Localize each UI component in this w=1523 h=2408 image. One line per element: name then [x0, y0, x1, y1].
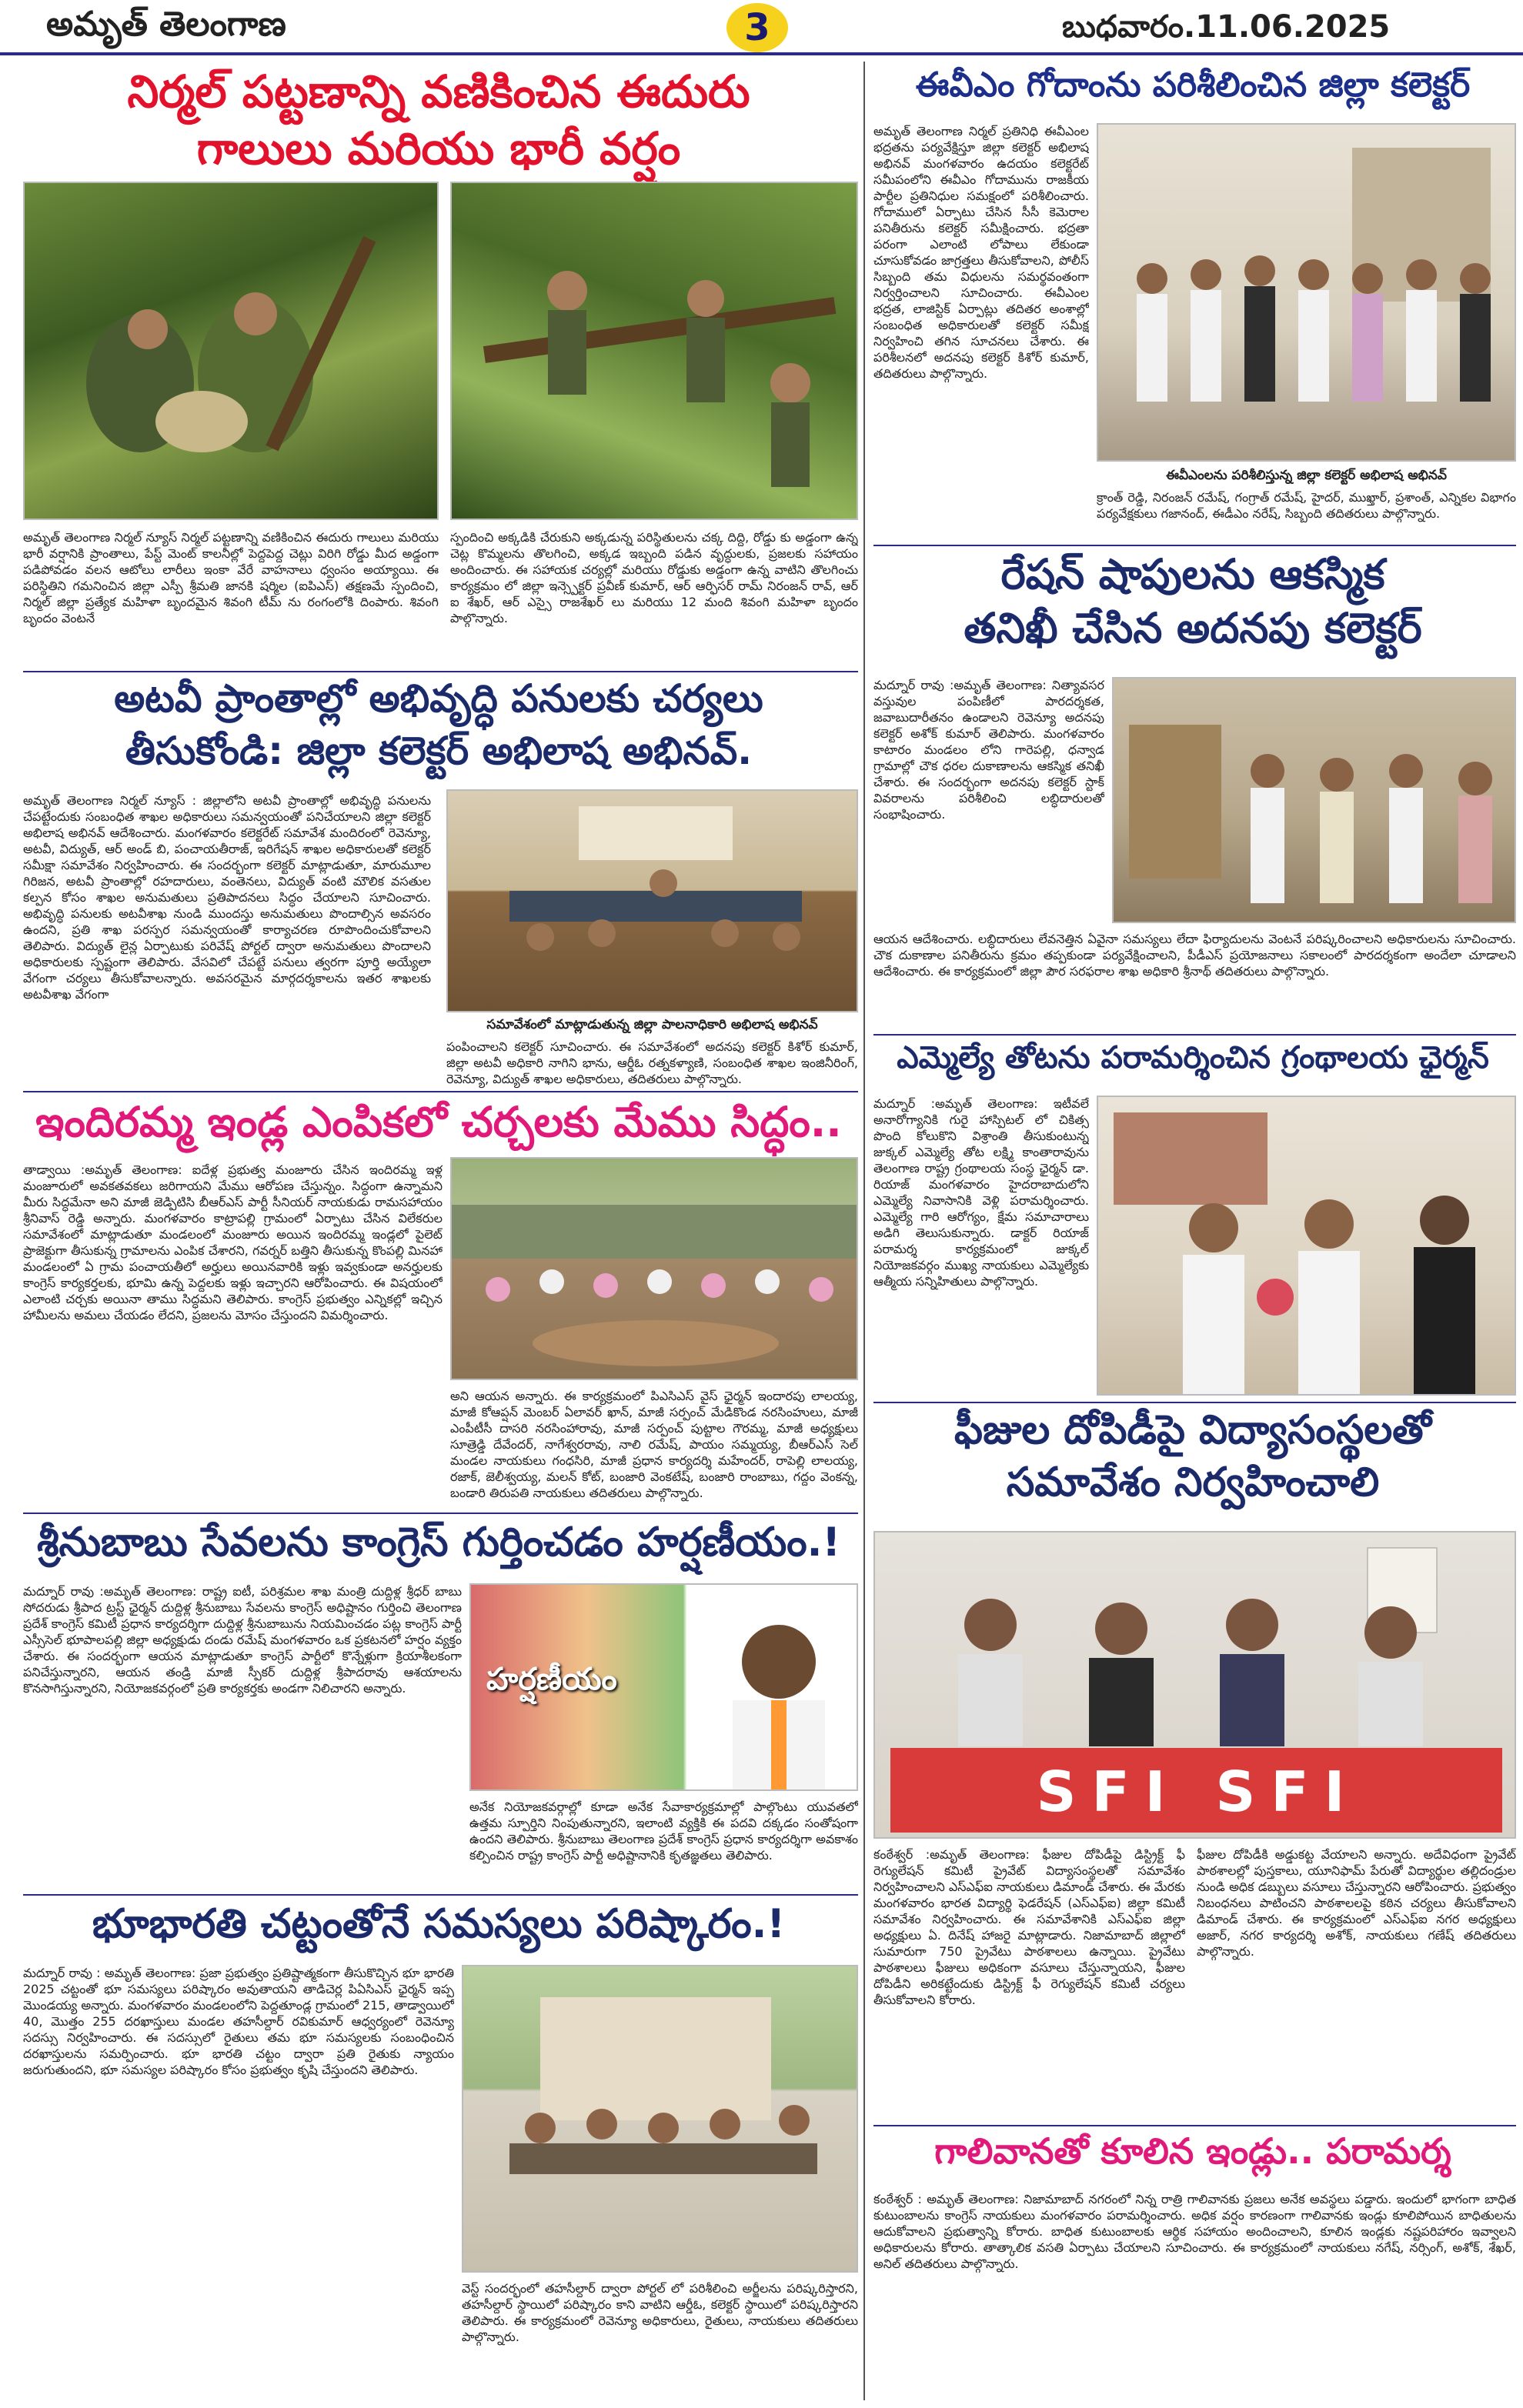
ration-headline-line2: తనిఖీ చేసిన అదనపు కలెక్టర్: [964, 604, 1422, 652]
section-divider: [23, 671, 858, 672]
forest-photo-caption: సమావేశంలో మాట్లాడుతున్న జిల్లా పాలనాధికారి అభిలాష అభినవ్: [486, 1017, 818, 1032]
collector-meeting-image: [448, 791, 858, 1012]
storm-body-right: స్పందించి అక్కడికి చేరుకుని అక్కడున్న పరిస్థితులను చక్క దిద్ది, రోడ్డు కు అడ్డంగా ఉన్న చెట్ల కొమ్మలను తొలగించి, అక్కడ ఇబ్బంది పడిన వృద్ధులకు, ప్రజలకు సహాయం అందించారు. ఈ సహాయక చర్యల్లో మరియు రోడ్డుకు అడ్డంగా ఉన్న వాటిని తొలగించు కార్యక్రమం లో జిల్లా ఇన్స్పెక్టర్ ప్రవీణ్ కుమార్, ఆర్ ఆర్ఫిసర్ రామ్ నిరంజన్ రావ్, ఆర్ ఐ శేఖర్, ఆర్ ఎస్సై రాజశేఖర్ లు మరియు 12 మంది శివంగి మహిళా బృందం పాల్గొన్నారు.: [450, 530, 858, 625]
revenue-sadassu-image: [463, 1966, 858, 2273]
srinubabu-photo: [469, 1583, 858, 1791]
storm-photo-right: [450, 182, 858, 520]
section-divider: [873, 2125, 1516, 2126]
issue-date: బుధవారం.11.06.2025: [1062, 9, 1391, 45]
brs-meeting-image: [452, 1159, 858, 1380]
forest-meeting-photo: [446, 789, 858, 1012]
section-divider: [23, 1894, 858, 1896]
storm-rescue-image: [25, 183, 439, 520]
srinubabu-headline: శ్రీనుబాబు సేవలను కాంగ్రెస్ గుర్తించడం హర్షణీయం.!: [36, 1519, 841, 1566]
section-divider: [873, 545, 1516, 546]
srinubabu-body-left: మద్నూర్ రావు :అమృత్ తెలంగాణ: రాష్ట్ర ఐటీ, పరిశ్రమల శాఖ మంత్రి దుద్దిళ్ల శ్రీధర్ బాబు సోదరుడు శ్రీపాద ట్రస్ట్ ఛైర్మన్ దుద్దిళ్ల శ్రీనుబాబు సేవలను కాంగ్రెస్ అధిష్టానం గుర్తించి తెలంగాణ ప్రదేశ్ కాంగ్రెస్ కమిటీ ప్రధాన కార్యదర్శిగా దుద్దిళ్ల శ్రీనుబాబును నియమించడం పట్ల కాంగ్రెస్ పార్టీ ఎస్సీసెల్ భూపాలపల్లి జిల్లా అధ్యక్షుడు దండు రమేష్ మంగళవారం ఒక ప్రకటనలో హర్షం వ్యక్తం చేశారు. ఈ సందర్భంగా ఆయన మాట్లాడుతూ కాంగ్రెస్ పార్టీలో కొన్నేళ్లుగా క్రియాశీలకంగా పనిచేస్తున్నారని, ఆయన తండ్రి మాజీ స్పీకర్ దుద్దిళ్ల శ్రీపాదరావు ఆశయాలను కొనసాగిస్తున్నారని, నియోజకవర్గంలో ప్రతి కార్యకర్తకు అండగా నిలిచారని అన్నారు.: [23, 1584, 462, 1696]
section-divider: [23, 1091, 858, 1092]
fees-photo: [873, 1531, 1516, 1839]
evm-body-after: క్రాంత్ రెడ్డి, నిరంజన్ రమేష్, గంగ్రాత్ రమేష్, హైదర్, ముఖ్తార్, ప్రశాంత్, ఎన్నికల విభాగం పర్యవేక్షకులు గజానంద్, ఈడీఎం నరేష్, సిబ్బంది తదితరులు పాల్గొన్నారు.: [1097, 490, 1516, 521]
storm-headline-line2: గాలులు మరియు భారీ వర్షం: [196, 122, 681, 175]
leader-portrait-image: [471, 1585, 858, 1791]
ration-headline-line1: రేషన్ షాపులను ఆకస్మిక: [1000, 550, 1385, 599]
section-divider: [873, 1034, 1516, 1036]
page-number-badge: 3: [726, 3, 788, 52]
sfi-banner-text: SFI SFI: [1036, 1759, 1361, 1824]
bhubharathi-body-left: మద్నూర్ రావు : అమృత్ తెలంగాణ: ప్రజా ప్రభుత్వం ప్రతిష్టాత్మకంగా తీసుకొచ్చిన భూ భారతి 2025 చట్టంతో భూ సమస్యలు పరిష్కారం అవుతాయని తాడిచెర్ల పిఏసిఎస్ ఛైర్మన్ ఇప్ప మొండయ్య అన్నారు. మంగళవారం మండలంలోని పెద్దతూండ్ల గ్రామంలో 215, తాడ్వాయిలో 40, మొత్తం 255 దరఖాస్తులు మండల తహసీల్దార్ రవికుమార్ ఆధ్వర్యంలో రెవెన్యూ సదస్సు నిర్వహించారు. ఈ సదస్సులో రైతులు తమ భూ సమస్యలకు సంబంధించిన దరఖాస్తులను సమర్పించారు. భూ భారతి చట్టం ద్వారా ప్రతి రైతుకు న్యాయం జరుగుతుందని, భూ సమస్యల పరిష్కారం కోసం ప్రభుత్వం కృషి చేస్తుందని తెలిపారు.: [23, 1966, 454, 2077]
ration-body-after: ఆయన ఆదేశించారు. లబ్ధిదారులు లేవనెత్తిన ఏవైనా సమస్యలు లేదా ఫిర్యాదులను వెంటనే పరిష్కరించాలని అధికారులను సూచించారు. చౌక దుకాణాల పనితీరును క్రమం తప్పకుండా పర్యవేక్షించాలని, పీడీఎస్ ప్రయోజనాలు సకాలంలో పారదర్శకంగా అందేలా చూడాలని ఆదేశించారు. ఈ కార్యక్రమంలో జిల్లా పౌర సరఫరాల శాఖ అధికారి శ్రీనాథ్ తదితరులు పాల్గొన్నారు.: [873, 932, 1516, 979]
forest-headline-line1: అటవీ ప్రాంతాల్లో అభివృద్ధి పనులకు చర్యలు: [114, 676, 763, 721]
fees-body-left: కంఠేశ్వర్ :అమృత్ తెలంగాణ: ఫీజుల దోపిడీపై డిస్ట్రిక్ట్ ఫీ రెగ్యులేషన్ కమిటీ ప్రైవేట్ విద్యాసంస్థలతో సమావేశం నిర్వహించాలని ఎస్ఎఫ్ఐ నాయకులు డిమాండ్ చేశారు. ఈ మేరకు మంగళవారం భారత విద్యార్థి ఫెడరేషన్ (ఎస్ఎఫ్ఐ) జిల్లా కమిటీ సమావేశం నిర్వహించారు. ఈ సమావేశానికి ఎస్ఎఫ్ఐ జిల్లా అధ్యక్షులు ఏ. దినేష్ హాజరై మాట్లాడారు. నిజామాబాద్ జిల్లాలో సుమారుగా 750 ప్రైవేటు పాఠశాలలు ఉన్నాయి. ప్రైవేటు పాఠశాలలు ఫీజులు అధికంగా వసూలు చేస్తున్నాయని, ఫీజుల దోపిడీని అరికట్టేందుకు డిస్ట్రిక్ట్ ఫీ రెగ్యులేషన్ కమిటీ చర్యలు తీసుకోవాలని కోరారు.: [873, 1847, 1185, 2007]
ration-body: మద్నూర్ రావు :అమృత్ తెలంగాణ: నిత్యావసర వస్తువుల పంపిణీలో పారదర్శకత, జవాబుదారీతనం ఉండాలని రెవెన్యూ అదనపు కలెక్టర్ అశోక్ కుమార్ తెలిపారు. మంగళవారం కాటారం మండలం లోని గారెపల్లి, ధన్వాడ గ్రామాల్లో చౌక ధరల దుకాణాలను ఆకస్మిక తనిఖీ చేశారు. ఈ సందర్భంగా అదనపు కలెక్టర్ స్టాక్ వివరాలను పరిశీలించి లబ్ధిదారులతో సంభాషించారు.: [873, 678, 1104, 822]
ration-photo: [1112, 677, 1516, 923]
houses-body: కంఠేశ్వర్ : అమృత్ తెలంగాణ: నిజామాబాద్ నగరంలో నిన్న రాత్రి గాలివానకు ప్రజలు అనేక అవస్థలు పడ్డారు. ఇందులో భాగంగా బాధిత కుటుంబాలను కాంగ్రెస్ నాయకులు మంగళవారం పరామర్శించారు. అధిక వర్షం కారణంగా గాలివానకు ఇండ్లు కూలిపోయిన బాధితులను ఆదుకోవాలని ప్రభుత్వాన్ని కోరారు. బాధిత కుటుంబాలకు ఆర్థిక సహాయం అందించాలని, కూలిన ఇండ్లకు నష్టపరిహారం ఇవ్వాలని అధికారులను కోరారు. తాత్కాలిక వసతి ఏర్పాటు చేయాలని సూచించారు. ఈ కార్యక్రమంలో నాయకులు నగేష్, నర్సింగ్, అశోక్, శేఖర్, అనిల్ తదితరులు పాల్గొన్నారు.: [873, 2192, 1516, 2271]
fees-headline-line2: సమావేశం నిర్వహించాలి: [1006, 1459, 1380, 1506]
section-divider: [23, 1513, 858, 1514]
evm-godown-visit-image: [1098, 125, 1516, 462]
forest-body: అమృత్ తెలంగాణ నిర్మల్ న్యూస్ : జిల్లాలోని అటవీ ప్రాంతాల్లో అభివృద్ధి పనులను చేపట్టేందుకు సంబంధిత శాఖల అధికారులు సమన్వయంతో పనిచేయాలని జిల్లా కలెక్టర్ అభిలాష అభినవ్ ఆదేశించారు. మంగళవారం కలెక్టరేట్ సమావేశ మందిరంలో రెవెన్యూ, అటవీ, విద్యుత్, ఆర్ అండ్ బి, పంచాయతీరాజ్, ఇరిగేషన్ శాఖల అధికారులతో కలెక్టర్ సమీక్షా సమావేశం నిర్వహించారు. ఈ సందర్భంగా కలెక్టర్ మాట్లాడుతూ, మారుమూల గిరిజన, అటవీ ప్రాంతాల్లో రహదారులు, వంతెనలు, విద్యుత్ వంటి మౌలిక వసతుల కల్పన కోసం శాఖల అనుమతులు ప్రతిపాదనలు సిద్ధం చేయాలని సూచించారు. అభివృద్ధి పనులకు అటవీశాఖ నుండి ముందస్తు అనుమతులు పొందాల్సిన అవసరం ఉందని, ప్రతి శాఖ పరస్పర సమన్వయంతో కార్యాచరణ రూపొందించుకోవాలని తెలిపారు. విద్యుత్ లైన్ల ఏర్పాటుకు పరివేష్ పోర్టల్ ద్వారా అనుమతులు పొందాలని అధికారులకు స్పష్టంగా తెలిపారు. వేసవిలో చేపట్టే పనులు త్వరగా పూర్తి అయ్యేలా వేగంగా చర్యలు తీసుకోవాలన్నారు. అవసరమైన మార్గదర్శకాలను ఇతర శాఖలకు అటవీశాఖ వేగంగా: [23, 793, 431, 1002]
section-divider: [873, 1402, 1516, 1403]
mla-photo: [1097, 1096, 1516, 1396]
fees-body-right: ఫీజుల దోపిడీకి అడ్డుకట్ట వేయాలని అన్నారు. అదేవిధంగా ప్రైవేట్ పాఠశాలల్లో పుస్తకాలు, యూనిఫామ్ పేరుతో విద్యార్థుల తల్లిదండ్రుల నుండి అధిక డబ్బులు వసూలు చేస్తున్నారని ఆరోపించారు. ప్రభుత్వం నిబంధనలు పాటించని పాఠశాలలపై కఠిన చర్యలు తీసుకోవాలని డిమాండ్ చేశారు. ఈ కార్యక్రమంలో ఎస్ఎఫ్ఐ నగర అధ్యక్షులు అజార్, నగర కార్యదర్శి అశోక్, నాయకులు గణేష్ తదితరులు పాల్గొన్నారు.: [1197, 1847, 1516, 1959]
bhubharathi-headline: భూభారతి చట్టంతోనే సమస్యలు పరిష్కారం.!: [92, 1901, 786, 1947]
ration-shop-inspection-image: [1114, 679, 1516, 923]
fees-headline-line1: ఫీజుల దోపిడీపై విద్యాసంస్థలతో: [954, 1407, 1431, 1453]
tree-clearing-image: [452, 183, 858, 520]
storm-photo-left: [23, 182, 439, 520]
storm-body-left: అమృత్ తెలంగాణ నిర్మల్ న్యూస్ నిర్మల్ పట్టణాన్ని వణికించిన ఈదురు గాలులు మరియు భారీ వర్షానికి ప్రాంతాలు, పేస్ట్ మెంట్ కాలనీల్లో పెద్దపెద్ద చెట్లు విరిగి రోడ్డు మీద అడ్డంగా పడిపోవడం వలన ఆటోలు లారీలు ఇంకా వేరే వాహనాలు ధ్వంసం అయ్యాయి. ఈ పరిస్థితిని గమనించిన జిల్లా ఎస్పీ శ్రీమతి జానకి షర్మిల (ఐపిఎస్) తక్షణమే స్పందించి, నిర్మల్ జిల్లా ప్రత్యేక మహిళా బృందమైన శివంగి టీమ్ ను రంగంలోకి దింపారు. శివంగి బృందం వెంటనే: [23, 530, 439, 625]
srinubabu-body-right: అనేక నియోజకవర్గాల్లో కూడా అనేక సేవాకార్యక్రమాల్లో పాల్గొంటు యువతలో ఉత్తమ స్పూర్తిని నింపుతున్నారని, ఇలాంటి వ్యక్తికి ఈ పదవి దక్కడం సంతోషంగా ఉందని తెలిపారు. శ్రీనుబాబు తెలంగాణ ప్రదేశ్ కాంగ్రెస్ ప్రధాన కార్యదర్శిగా అవకాశం కల్పించిన రాష్ట్ర కాంగ్రెస్ పార్టీ అధిష్టానానికి కృతజ్ఞతలు తెలిపారు.: [469, 1799, 858, 1863]
chairman-visit-image: [1098, 1097, 1516, 1396]
storm-headline-line1: నిర్మల్ పట్టణాన్ని వణికించిన ఈదురు: [127, 65, 750, 118]
column-divider: [863, 62, 865, 2400]
mla-body: మద్నూర్ :అమృత్ తెలంగాణ: ఇటీవలే అనారోగ్యానికి గురై హాస్పిటల్ లో చికిత్స పొంది కోలుకొని విశ్రాంతి తీసుకుంటున్న జుక్కల్ ఎమ్మెల్యే తోట లక్ష్మి కాంతారావును తెలంగాణ రాష్ట్ర గ్రంథాలయ సంస్థ ఛైర్మన్ డా. రియాజ్ మంగళవారం హైదరాబాదులోని ఎమ్మెల్యే నివాసానికి వెళ్లి పరామర్శించారు. ఎమ్మెల్యే గారి ఆరోగ్యం, క్షేమ సమాచారాలు అడిగి తెలుసుకున్నారు. డాక్టర్ రియాజ్ పరామర్శ కార్యక్రమంలో జుక్కల్ నియోజకవర్గం ముఖ్య నాయకులు ఎమ్మెల్యేకు ఆత్మీయ సన్నిహితులు పాల్గొన్నారు.: [873, 1096, 1089, 1289]
indiramma-meeting-photo: [450, 1157, 858, 1380]
indiramma-body-left: తాడ్వాయి :అమృత్ తెలంగాణ: ఐదేళ్ల ప్రభుత్వ మంజూరు చేసిన ఇందిరమ్మ ఇళ్ల మంజూరులో అవకతవకలు జరిగాయని మేము ఆరోపణ చేస్తున్నం. సిద్ధంగా ఉన్నామని మీరు సిద్ధమేనా అని మాజీ జెడ్పిటిసి బీఆర్ఎస్ పార్టీ సీనియర్ నాయకుడు రామసహాయం శ్రీనివాస్ రెడ్డి అన్నారు. మంగళవారం కాట్రాపల్లి గ్రామంలో ఏర్పాటు చేసిన విలేకరుల సమావేశంలో మాట్లాడుతూ మండలంలో మంజూరు అయిన ఇందిరమ్మ ఇండ్లలో పైలెట్ ప్రాజెక్టుగా తీసుకున్న గ్రామాలను ఎంపిక చేశారని, గవర్నర్ బత్తిని తీసుకున్న కొంపల్లి మినహా మండలంలో ఏ గ్రామ పంచాయతీలో అర్హులు అయినవారికి ఇళ్లు ఇవ్వకుండా అనర్హులకు కాంగ్రెస్ కార్యకర్తలకు, భూమి ఉన్న పెద్దలకు ఇళ్లు ఇచ్చారని ఆరోపించారు. ఈ విషయంలో ఎలాంటి చర్చకు అయినా తాము సిద్ధమని తెలిపారు. కాంగ్రెస్ ప్రభుత్వం ఎన్నికల్లో ఇచ్చిన హామీలను అమలు చేయడం లేదని, ప్రజలను మోసం చేస్తుందని విమర్శించారు.: [23, 1162, 443, 1322]
bhubharathi-photo: [462, 1965, 858, 2273]
newspaper-title: అమృత్ తెలంగాణ: [46, 5, 286, 44]
evm-photo: [1097, 123, 1516, 462]
houses-headline: గాలివానతో కూలిన ఇండ్లు.. పరామర్శ: [934, 2130, 1451, 2172]
bhubharathi-body-right: వెస్ట్ సందర్భంలో తహసీల్దార్ ద్వారా పోర్టల్ లో పరిశీలించి అర్జీలను పరిష్కరిస్తారని, తహసీల్దార్ స్థాయిలో పరిష్కారం కాని వాటిని ఆర్డీఓ, కలెక్టర్ స్థాయిలో పరిష్కరిస్తారని తెలిపారు. ఈ కార్యక్రమంలో రెవెన్యూ అధికారులు, రైతులు, నాయకులు తదితరులు పాల్గొన్నారు.: [462, 2281, 858, 2344]
forest-body-after: పంపించాలని కలెక్టర్ సూచించారు. ఈ సమావేశంలో అదనపు కలెక్టర్ కిశోర్ కుమార్, జిల్లా అటవీ అధికారి నాగిని భాను, ఆర్డీఓ రత్నకళ్యాణి, సంబంధిత శాఖల ఇంజినీరింగ్, రెవెన్యూ, విద్యుత్ శాఖల అధికారులు, తదితరులు పాల్గొన్నారు.: [446, 1039, 858, 1086]
mla-headline: ఎమ్మెల్యే తోటను పరామర్శించిన గ్రంథాలయ ఛైర్మన్: [897, 1040, 1489, 1076]
evm-body: అమృత్ తెలంగాణ నిర్మల్ ప్రతినిధి ఈవీఎంల భద్రతను పర్యవేక్షిస్తూ జిల్లా కలెక్టర్ అభిలాష అభినవ్ మంగళవారం ఉదయం కలెక్టరేట్ సమీపంలోని ఈవీఎం గోదామును రాజకీయ పార్టీల ప్రతినిధుల సమక్షంలో పరిశీలించారు. గోదాములో ఏర్పాటు చేసిన సీసీ కెమెరాల పనితీరును కలెక్టర్ సమీక్షించారు. భద్రతా పరంగా ఎలాంటి లోపాలు లేకుండా చూసుకోవడం జాగ్రత్తలు తీసుకోవాలని, పోలీస్ సిబ్బంది తమ విధులను సమర్థవంతంగా నిర్వర్తించాలని సూచించారు. ఈవీఎంల భద్రత, లాజిస్టిక్ ఏర్పాట్లు తదితర అంశాల్లో సంబంధిత అధికారులతో కలెక్టర్ సమీక్ష నిర్వహించి తగిన సూచనలు చేశారు. ఈ పరిశీలనలో అదనపు కలెక్టర్ కిశోర్ కుమార్, తదితరులు పాల్గొన్నారు.: [873, 124, 1089, 381]
indiramma-body-right: అని ఆయన అన్నారు. ఈ కార్యక్రమంలో పిఎసిఎస్ వైస్ ఛైర్మన్ ఇందారపు లాలయ్య, మాజీ కోఆప్షన్ మెంబర్ ఏలావర్ ఖాన్, మాజీ సర్పంచ్ మేడికొండ నరసింహులు, మాజీ ఎంపీటీసీ దాసరి నరసింహారావు, మాజీ సర్పంచ్ పుట్టాల గౌరమ్మ, మాజీ అధ్యక్షులు సూత్రెడ్డి దేవేందర్, నాగేశ్వరరావు, నాలి రమేష్, పాయం సమ్మయ్య, బీఆర్ఎస్ సెల్ మండల నాయకులు గంధసిరి, మాజీ ప్రధాన కార్యదర్శి మహేందర్, రాపెల్లి లాలయ్య, రజాక్, జెలీశ్వయ్య, మలన్ కోట్, బంజారి వెంకటేష్, బంజారి రాంబాబు, గద్దం వెంకన్న, బండారి తిరుపతి నాయకులు తదితరులు పాల్గొన్నారు.: [450, 1389, 858, 1500]
evm-headline: ఈవీఎం గోదాంను పరిశీలించిన జిల్లా కలెక్టర్: [915, 65, 1471, 105]
indiramma-headline: ఇందిరమ్మ ఇండ్ల ఎంపికలో చర్చలకు మేము సిద్ధం..: [35, 1098, 842, 1146]
forest-headline-line2: తీసుకోండి: జిల్లా కలెక్టర్ అభిలాష అభినవ్.: [125, 729, 753, 773]
harshaniyam-label: హర్షణీయం: [486, 1662, 617, 1697]
evm-photo-caption: ఈవీఎంలను పరిశీలిస్తున్న జిల్లా కలెక్టర్ అభిలాష అభినవ్: [1166, 468, 1447, 483]
